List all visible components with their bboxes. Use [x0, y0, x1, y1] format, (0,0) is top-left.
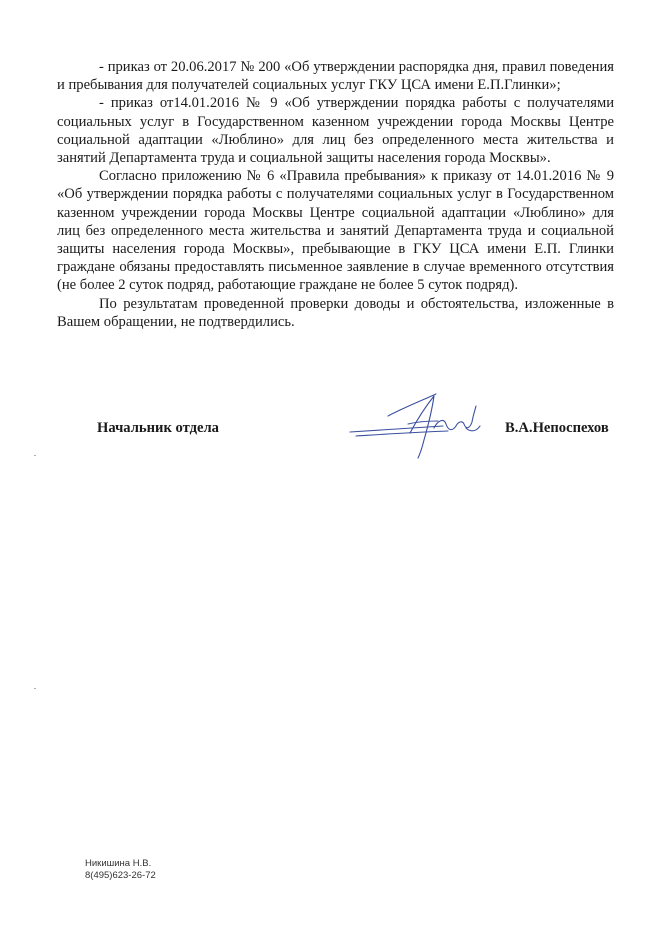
- scan-artifact-dot: [34, 455, 36, 456]
- signatory-name: В.А.Непоспехов: [505, 420, 609, 436]
- handwritten-signature: [348, 388, 498, 463]
- executor-name: Никишина Н.В.: [85, 858, 152, 869]
- letter-body: [57, 58, 614, 331]
- scan-artifact-dot: [34, 688, 36, 689]
- paragraph-order-200: - приказ от 20.06.2017 № 200 «Об утверждении распорядка дня, правил поведения и пребывания для получателей социальных услуг ГКУ ЦСА имени Е.П.Глинки»;: [57, 59, 614, 94]
- paragraph-conclusion: По результатам проведенной проверки доводы и обстоятельства, изложенные в Вашем обращении, не подтвердились.: [57, 295, 614, 330]
- paragraph-rules-of-stay: Согласно приложению № 6 «Правила пребывания» к приказу от 14.01.2016 № 9 «Об утверждении порядка работы с получателями социальных услуг в Государственном казенном учреждении города Москвы Центре социальной адаптации «Люблино» для лиц без определенного места жительства и занятий Департамента труда и социальной защиты населения города Москвы», пребывающие в ГКУ ЦСА имени Е.П. Глинки граждане обязаны предоставлять письменное заявление в случае временного отсутствия (не более 2 суток подряд, работающие граждане не более 5 суток подряд).: [57, 168, 614, 294]
- paragraph-order-9: - приказ от14.01.2016 № 9 «Об утверждении порядка работы с получателями социальных услуг в Государственном казенном учреждении города Москвы Центре социальной адаптации «Люблино» для лиц без определенного места жительства и занятий Департамента труда и социальной защиты населения города Москвы».: [57, 95, 614, 167]
- signatory-title: Начальник отдела: [97, 420, 219, 436]
- executor-phone: 8(495)623-26-72: [85, 870, 156, 881]
- executor-footer: [85, 858, 156, 882]
